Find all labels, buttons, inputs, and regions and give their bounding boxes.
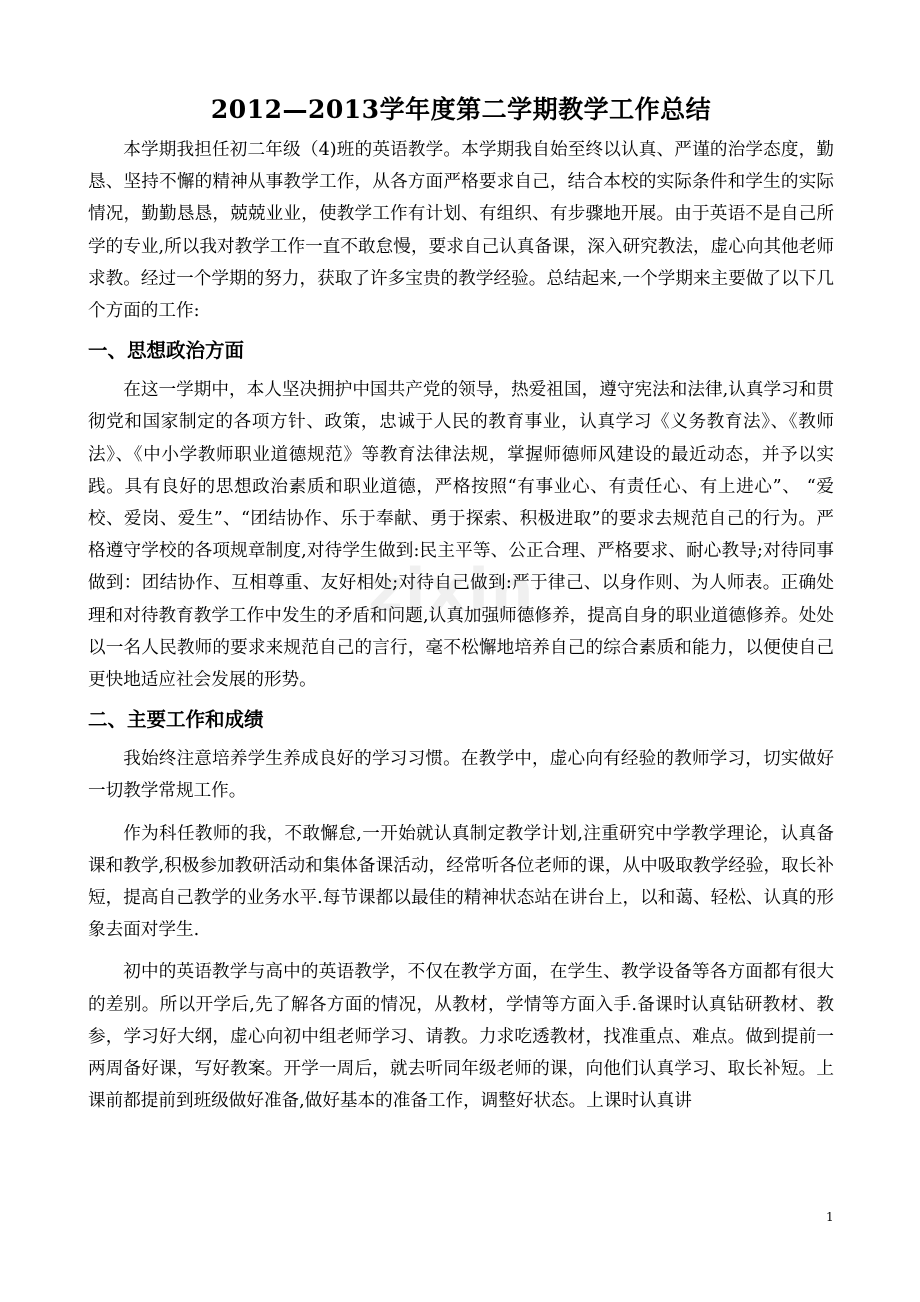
- section-heading-work: 二、主要工作和成绩: [88, 708, 264, 732]
- document-body: [88, 92, 834, 1117]
- section-paragraph: 在这一学期中，本人坚决拥护中国共产党的领导，热爱祖国，遵守宪法和法律,认真学习和贯彻党和国家制定的各项方针、政策，忠诚于人民的教育事业，认真学习《义务教育法》、《教师法》、《中小学教师职业道德规范》等教育法律法规，掌握师德师风建设的最近动态，并予以实践。具有良好的思想政治素质和职业道德，严格按照“有事业心、有责任心、有上进心”、 “爱校、爱岗、爱生”、“团结协作、乐于奉献、勇于探索、积极进取”的要求去规范自己的行为。严格遵守学校的各项规章制度,对待学生做到:民主平等、公正合理、严格要求、耐心教导;对待同事做到：团结协作、互相尊重、友好相处;对待自己做到:严于律己、以身作则、为人师表。正确处理和对待教育教学工作中发生的矛盾和问题,认真加强师德修养，提高自身的职业道德修养。处处以一名人民教师的要求来规范自己的言行，毫不松懈地培养自己的综合素质和能力，以便使自己更快地适应社会发展的形势。: [88, 380, 834, 691]
- page-number: 1: [826, 1210, 834, 1224]
- section-paragraph: 我始终注意培养学生养成良好的学习习惯。在教学中，虚心向有经验的教师学习，切实做好一切教学常规工作。: [88, 749, 834, 802]
- intro-paragraph: 本学期我担任初二年级（4)班的英语教学。本学期我自始至终以认真、严谨的治学态度，勤恳、坚持不懈的精神从事教学工作，从各方面严格要求自己，结合本校的实际条件和学生的实际情况，勤勤恳恳，兢兢业业，使教学工作有计划、有组织、有步骤地开展。由于英语不是自己所学的专业,所以我对教学工作一直不敢怠慢，要求自己认真备课，深入研究教法，虚心向其他老师求教。经过一个学期的努力，获取了许多宝贵的教学经验。总结起来,一个学期来主要做了以下几个方面的工作:: [88, 140, 834, 322]
- watermark: zixin: [368, 556, 536, 626]
- section-heading-ideology: 一、思想政治方面: [88, 339, 245, 363]
- page-title: 2012—2013学年度第二学期教学工作总结: [210, 95, 712, 124]
- section-paragraph: 初中的英语教学与高中的英语教学，不仅在教学方面，在学生、教学设备等各方面都有很大的差别。所以开学后,先了解各方面的情况，从教材，学情等方面入手.备课时认真钻研教材、教参，学习好大纲，虚心向初中组老师学习、请教。力求吃透教材，找准重点、难点。做到提前一两周备好课，写好教案。开学一周后，就去听同年级老师的课，向他们认真学习、取长补短。上课前都提前到班级做好准备,做好基本的准备工作，调整好状态。上课时认真讲: [88, 962, 834, 1112]
- section-paragraph: 作为科任教师的我，不敢懈怠,一开始就认真制定教学计划,注重研究中学教学理论，认真备课和教学,积极参加教研活动和集体备课活动，经常听各位老师的课，从中吸取教学经验，取长补短，提高自己教学的业务水平.每节课都以最佳的精神状态站在讲台上，以和蔼、轻松、认真的形象去面对学生.: [88, 823, 834, 941]
